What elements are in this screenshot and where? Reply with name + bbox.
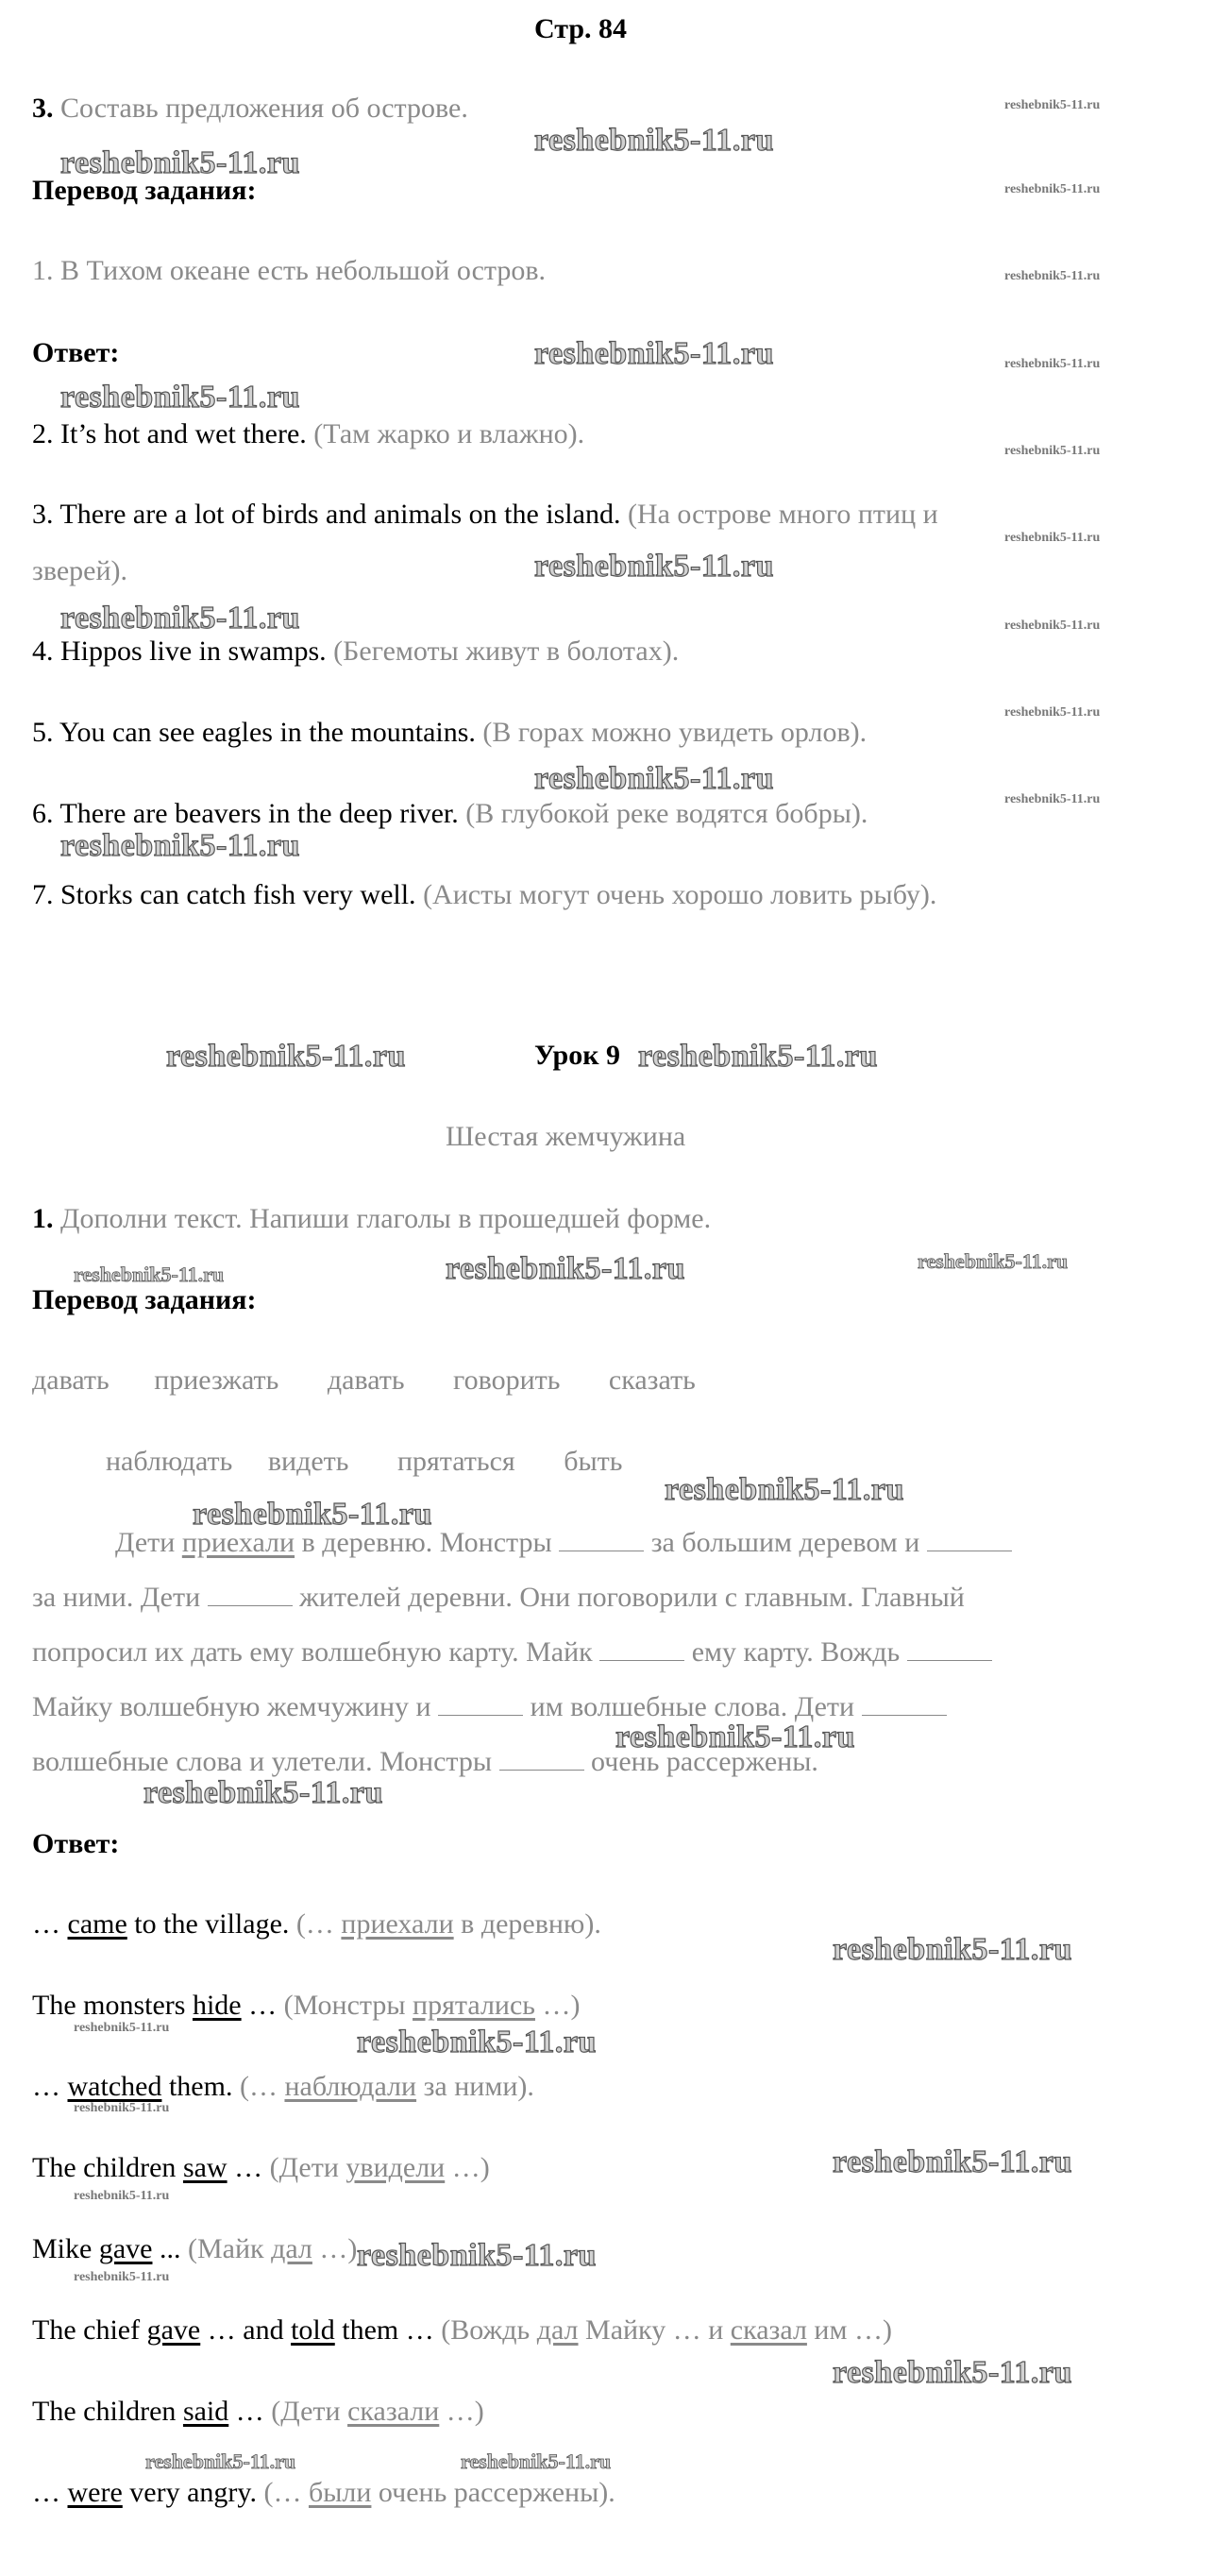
watermark: reshebnik5-11.ru bbox=[74, 2021, 170, 2035]
watermark: reshebnik5-11.ru bbox=[1004, 531, 1101, 545]
watermark: reshebnik5-11.ru bbox=[60, 380, 300, 415]
answer-ru-verb: приехали bbox=[341, 1908, 454, 1940]
watermark: reshebnik5-11.ru bbox=[74, 2101, 170, 2115]
text-fragment: Дети bbox=[115, 1527, 182, 1558]
answer-ru-verb: увидели bbox=[345, 2152, 446, 2183]
task3-instruction bbox=[32, 93, 468, 125]
blank-line bbox=[927, 1528, 1012, 1551]
answer-ru-fragment: (Дети bbox=[271, 2396, 348, 2427]
task3-answer-5 bbox=[32, 717, 867, 749]
answer-verb: hide bbox=[192, 1990, 242, 2021]
watermark: reshebnik5-11.ru bbox=[1004, 705, 1101, 720]
task1-answer bbox=[32, 2477, 615, 2509]
task1-number: 1. bbox=[32, 1203, 54, 1234]
text-line-4 bbox=[32, 1691, 947, 1723]
answer-fragment: … and bbox=[200, 2314, 292, 2346]
answer-en: 4. Hippos live in swamps. bbox=[32, 636, 327, 667]
answer-ru: (В горах можно увидеть орлов). bbox=[482, 717, 868, 748]
watermark: reshebnik5-11.ru bbox=[74, 2270, 170, 2284]
answer-ru-fragment: …) bbox=[534, 1990, 581, 2021]
text-underlined: приехали bbox=[181, 1527, 295, 1558]
word-bank-item: быть bbox=[564, 1446, 623, 1477]
answer-en: 7. Storks can catch fish very well. bbox=[32, 879, 416, 910]
answer-ru: (Там жарко и влажно). bbox=[313, 418, 585, 449]
watermark: reshebnik5-11.ru bbox=[60, 601, 300, 636]
text-line-3 bbox=[32, 1636, 992, 1669]
task3-answer-6 bbox=[32, 798, 868, 830]
blank-line bbox=[559, 1528, 644, 1551]
watermark: reshebnik5-11.ru bbox=[60, 828, 300, 863]
answer-fragment: them … bbox=[334, 2314, 442, 2346]
lesson-title: Урок 9 bbox=[534, 1040, 621, 1071]
answer-verb: watched bbox=[67, 2071, 162, 2102]
answer-ru: (Бегемоты живут в болотах). bbox=[333, 636, 680, 667]
watermark: reshebnik5-11.ru bbox=[665, 1472, 904, 1507]
text-fragment: попросил их дать ему волшебную карту. Майк bbox=[32, 1636, 600, 1668]
blank-line bbox=[599, 1637, 684, 1661]
task1-answer bbox=[32, 2314, 892, 2347]
task3-instruction-text: Составь предложения об острове. bbox=[60, 93, 468, 124]
watermark: reshebnik5-11.ru bbox=[833, 2355, 1072, 2390]
task1-instruction bbox=[32, 1203, 711, 1235]
watermark: reshebnik5-11.ru bbox=[534, 336, 774, 371]
task3-answer-header: Ответ: bbox=[32, 337, 120, 368]
answer-ru-verb: сказали bbox=[347, 2396, 440, 2427]
watermark: reshebnik5-11.ru bbox=[74, 1263, 225, 1286]
answer-ru-fragment: (… bbox=[295, 1908, 342, 1940]
answer-ru-fragment: в деревню). bbox=[453, 1908, 601, 1940]
answer-fragment: ... bbox=[152, 2233, 188, 2264]
answer-en: 2. It’s hot and wet there. bbox=[32, 418, 307, 449]
task3-answer-4 bbox=[32, 636, 679, 668]
watermark: reshebnik5-11.ru bbox=[60, 145, 300, 180]
word-bank-item: давать bbox=[327, 1364, 405, 1396]
answer-fragment: The chief bbox=[32, 2314, 147, 2346]
watermark: reshebnik5-11.ru bbox=[534, 549, 774, 584]
task3-example: 1. В Тихом океане есть небольшой остров. bbox=[32, 255, 547, 286]
word-bank-item: видеть bbox=[267, 1446, 349, 1477]
answer-ru-fragment: (Майк bbox=[187, 2233, 272, 2264]
watermark: reshebnik5-11.ru bbox=[1004, 182, 1101, 196]
answer-ru-verb: дал bbox=[536, 2314, 579, 2346]
blank-line bbox=[499, 1747, 584, 1771]
answer-ru-fragment: (Монстры bbox=[283, 1990, 413, 2021]
watermark: reshebnik5-11.ru bbox=[1004, 792, 1101, 806]
answer-ru-fragment: …) bbox=[445, 2152, 490, 2183]
answer-en: 3. There are a lot of birds and animals on the island. bbox=[32, 499, 621, 530]
watermark: reshebnik5-11.ru bbox=[534, 123, 774, 158]
word-bank-item: давать bbox=[32, 1364, 110, 1396]
answer-ru-verb: прятались bbox=[413, 1990, 535, 2021]
word-bank-item: приезжать bbox=[154, 1364, 279, 1396]
answer-ru-fragment: (Вождь bbox=[441, 2314, 537, 2346]
task1-answer bbox=[32, 1908, 601, 1940]
watermark: reshebnik5-11.ru bbox=[446, 1251, 685, 1286]
watermark: reshebnik5-11.ru bbox=[143, 1775, 383, 1810]
answer-en: 6. There are beavers in the deep river. bbox=[32, 798, 459, 829]
word-bank-item: наблюдать bbox=[106, 1446, 233, 1477]
watermark: reshebnik5-11.ru bbox=[534, 761, 774, 796]
answer-fragment: them. bbox=[161, 2071, 240, 2102]
blank-line bbox=[907, 1637, 992, 1661]
task1-answer-header: Ответ: bbox=[32, 1828, 120, 1859]
answer-fragment: … bbox=[32, 2477, 68, 2508]
watermark: reshebnik5-11.ru bbox=[193, 1497, 432, 1532]
task3-answer-7 bbox=[32, 879, 936, 911]
watermark: reshebnik5-11.ru bbox=[357, 2025, 597, 2059]
word-bank-item: говорить bbox=[453, 1364, 561, 1396]
task1-instruction-text: Дополни текст. Напиши глаголы в прошедшей форме. bbox=[60, 1203, 712, 1234]
text-fragment: жителей деревни. Они поговорили с главным. Главный bbox=[292, 1582, 965, 1613]
word-bank-item: прятаться bbox=[396, 1446, 515, 1477]
task3-number: 3. bbox=[32, 93, 54, 124]
word-bank-row-1 bbox=[32, 1364, 696, 1397]
word-bank-row-2 bbox=[106, 1446, 622, 1478]
task3-answer-3 bbox=[32, 499, 938, 531]
watermark: reshebnik5-11.ru bbox=[1004, 269, 1101, 283]
task1-answer bbox=[32, 2233, 357, 2265]
answer-ru-fragment: …) bbox=[439, 2396, 484, 2427]
text-fragment: за ними. Дети bbox=[32, 1582, 208, 1613]
answer-fragment: Mike bbox=[32, 2233, 99, 2264]
watermark: reshebnik5-11.ru bbox=[918, 1249, 1069, 1273]
watermark: reshebnik5-11.ru bbox=[833, 2144, 1072, 2179]
answer-fragment: … bbox=[228, 2396, 272, 2427]
answer-ru-fragment: (… bbox=[263, 2477, 309, 2508]
answer-ru: (Аисты могут очень хорошо ловить рыбу). bbox=[423, 879, 937, 910]
answer-ru-fragment: им …) bbox=[806, 2314, 892, 2346]
watermark: reshebnik5-11.ru bbox=[1004, 619, 1101, 633]
answer-ru-verb: сказал bbox=[730, 2314, 807, 2346]
answer-ru-fragment: (Дети bbox=[269, 2152, 346, 2183]
task1-answer bbox=[32, 2071, 534, 2103]
answer-verb: said bbox=[182, 2396, 229, 2427]
answer-ru-fragment: за ними). bbox=[416, 2071, 534, 2102]
answer-fragment: … bbox=[241, 1990, 284, 2021]
page-title: Стр. 84 bbox=[534, 13, 628, 44]
answer-fragment: to the village. bbox=[126, 1908, 296, 1940]
answer-fragment: The children bbox=[32, 2396, 183, 2427]
answer-ru-verb: были bbox=[308, 2477, 372, 2508]
answer-verb: came bbox=[67, 1908, 127, 1940]
answer-ru-fragment: очень рассержены). bbox=[371, 2477, 615, 2508]
task1-translation-header: Перевод задания: bbox=[32, 1284, 257, 1315]
task1-answer bbox=[32, 2152, 490, 2184]
text-fragment: им волшебные слова. Дети bbox=[523, 1691, 862, 1722]
blank-line bbox=[208, 1583, 293, 1606]
blank-line bbox=[862, 1692, 947, 1716]
text-fragment: ему карту. Вождь bbox=[684, 1636, 907, 1668]
answer-ru-verb: наблюдали bbox=[284, 2071, 417, 2102]
task3-translation-header: Перевод задания: bbox=[32, 175, 257, 206]
answer-ru: (В глубокой реке водятся бобры). bbox=[465, 798, 868, 829]
answer-fragment: The monsters bbox=[32, 1990, 193, 2021]
text-fragment: волшебные слова и улетели. Монстры bbox=[32, 1746, 499, 1777]
word-bank-item: сказать bbox=[608, 1364, 696, 1396]
task3-answer-2 bbox=[32, 418, 584, 450]
answer-ru-fragment: Майку … и bbox=[578, 2314, 731, 2346]
watermark: reshebnik5-11.ru bbox=[1004, 98, 1101, 112]
watermark: reshebnik5-11.ru bbox=[74, 2189, 170, 2203]
answer-fragment: very angry. bbox=[122, 2477, 264, 2508]
watermark: reshebnik5-11.ru bbox=[1004, 444, 1101, 458]
text-fragment: Майку волшебную жемчужину и bbox=[32, 1691, 439, 1722]
text-fragment: за большим деревом и bbox=[644, 1527, 927, 1558]
answer-ru-verb: дал bbox=[271, 2233, 312, 2264]
answer-verb: were bbox=[67, 2477, 123, 2508]
answer-verb: saw bbox=[182, 2152, 227, 2183]
text-fragment: в деревню. Монстры bbox=[295, 1527, 560, 1558]
watermark: reshebnik5-11.ru bbox=[166, 1039, 406, 1074]
watermark: reshebnik5-11.ru bbox=[357, 2238, 597, 2273]
answer-verb: gave bbox=[98, 2233, 153, 2264]
answer-ru-fragment: (… bbox=[239, 2071, 285, 2102]
watermark: reshebnik5-11.ru bbox=[615, 1720, 855, 1754]
blank-line bbox=[438, 1692, 523, 1716]
answer-fragment: The children bbox=[32, 2152, 183, 2183]
task1-answer bbox=[32, 2396, 484, 2428]
answer-ru-fragment: …) bbox=[312, 2233, 358, 2264]
watermark: reshebnik5-11.ru bbox=[145, 2449, 296, 2473]
answer-verb: told bbox=[291, 2314, 335, 2346]
lesson-subtitle: Шестая жемчужина bbox=[446, 1121, 686, 1152]
task1-answer bbox=[32, 1990, 580, 2022]
answer-fragment: … bbox=[32, 2071, 68, 2102]
text-line-2 bbox=[32, 1582, 965, 1614]
answer-ru: (На острове много птиц и bbox=[627, 499, 938, 530]
watermark: reshebnik5-11.ru bbox=[1004, 357, 1101, 371]
answer-en: 5. You can see eagles in the mountains. bbox=[32, 717, 476, 748]
watermark: reshebnik5-11.ru bbox=[461, 2449, 612, 2473]
text-fragment: очень рассержены. bbox=[583, 1746, 818, 1777]
watermark: reshebnik5-11.ru bbox=[833, 1932, 1072, 1967]
answer-verb: gave bbox=[146, 2314, 201, 2346]
task3-answer-3-cont: зверей). bbox=[32, 555, 128, 586]
answer-fragment: … bbox=[32, 1908, 68, 1940]
answer-fragment: … bbox=[227, 2152, 270, 2183]
watermark: reshebnik5-11.ru bbox=[638, 1039, 878, 1074]
